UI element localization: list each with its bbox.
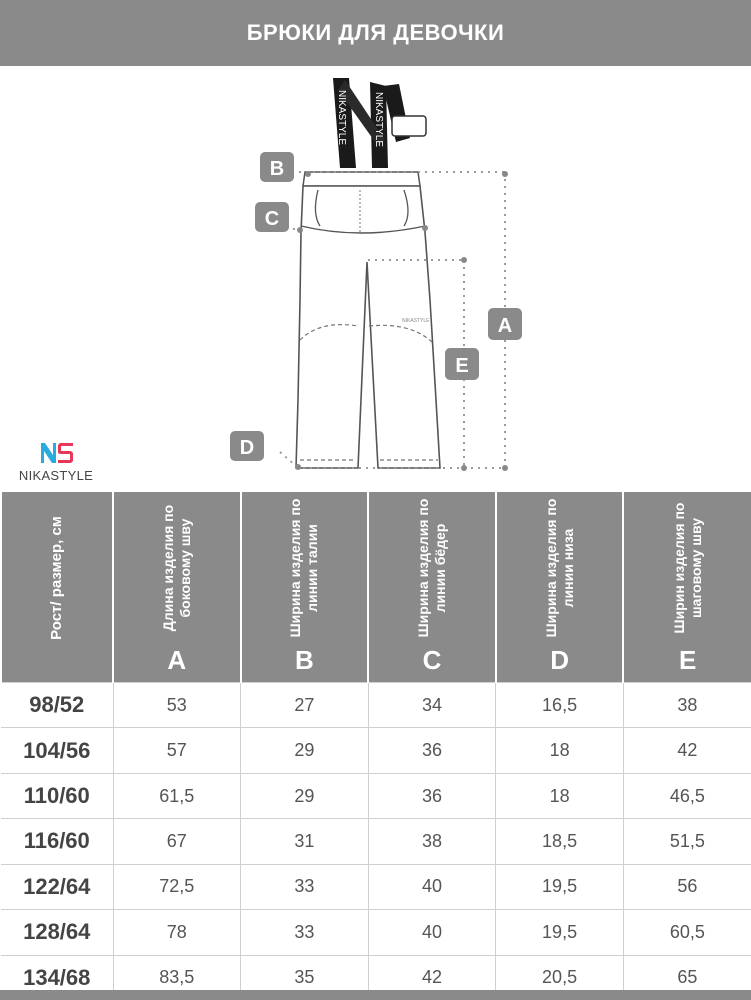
value-cell: 38 (368, 819, 496, 864)
svg-text:C: C (264, 208, 280, 230)
pants-diagram (0, 66, 751, 492)
value-cell: 33 (241, 910, 369, 955)
value-cell: 46,5 (623, 773, 751, 818)
value-cell: 72,5 (113, 864, 241, 909)
size-cell: 104/56 (1, 728, 113, 773)
value-cell: 67 (113, 819, 241, 864)
header-size-label: Рост/ размер, см (48, 516, 65, 640)
value-cell: 16,5 (496, 683, 624, 728)
footer-bar (0, 990, 751, 1000)
value-cell: 36 (368, 773, 496, 818)
size-cell: 128/64 (1, 910, 113, 955)
value-cell: 19,5 (496, 864, 624, 909)
marker-c (255, 202, 289, 232)
header-size (1, 492, 113, 683)
size-cell: 110/60 (1, 773, 113, 818)
value-cell: 18,5 (496, 819, 624, 864)
value-cell: 18 (496, 728, 624, 773)
page-title: БРЮКИ ДЛЯ ДЕВОЧКИ (246, 20, 505, 45)
brand-logo (12, 440, 100, 486)
marker-d (230, 431, 264, 461)
header-col-label: Ширина изделия по линии талии (287, 498, 321, 638)
header-col-d (496, 492, 624, 683)
value-cell: 33 (241, 864, 369, 909)
header-col-label: Ширина изделия по линии бёдер (414, 498, 448, 638)
table-row (1, 910, 751, 955)
header-col-letter: B (295, 645, 314, 675)
value-cell: 38 (623, 683, 751, 728)
value-cell: 83,5 (113, 955, 241, 1000)
value-cell: 40 (368, 864, 496, 909)
value-cell: 29 (241, 773, 369, 818)
header-col-letter: A (167, 645, 187, 675)
header-bar (0, 0, 751, 66)
header-col-c (368, 492, 496, 683)
value-cell: 42 (368, 955, 496, 1000)
header-col-label: Длина изделия по боковому шву (159, 504, 193, 632)
marker-e (445, 348, 479, 380)
value-cell: 60,5 (623, 910, 751, 955)
value-cell: 61,5 (113, 773, 241, 818)
svg-text:B: B (269, 158, 285, 180)
value-cell: 31 (241, 819, 369, 864)
value-cell: 57 (113, 728, 241, 773)
value-cell: 40 (368, 910, 496, 955)
header-col-letter: D (550, 645, 569, 675)
header-col-letter: C (422, 645, 442, 675)
size-cell: 116/60 (1, 819, 113, 864)
table-row (1, 864, 751, 909)
value-cell: 36 (368, 728, 496, 773)
pants-tag: NIKASTYLE (402, 318, 430, 324)
size-cell: 134/68 (1, 955, 113, 1000)
value-cell: 27 (241, 683, 369, 728)
logo-text: NIKASTYLE (18, 468, 94, 483)
value-cell: 29 (241, 728, 369, 773)
value-cell: 42 (623, 728, 751, 773)
header-col-letter: E (679, 645, 697, 675)
header-col-label: Ширин изделия по шаговому шву (670, 502, 704, 634)
size-table (0, 492, 751, 1000)
header-col-label: Ширина изделия по линии низа (542, 498, 576, 638)
logo-mark-icon (40, 442, 74, 464)
size-cell: 122/64 (1, 864, 113, 909)
table-row (1, 683, 751, 728)
strap-text-left: NIKASTYLE (336, 90, 347, 146)
svg-text:D: D (239, 437, 255, 459)
marker-a (488, 308, 522, 340)
table-row (1, 773, 751, 818)
svg-text:E: E (455, 355, 469, 377)
value-cell: 53 (113, 683, 241, 728)
value-cell: 19,5 (496, 910, 624, 955)
strap-text-right: NIKASTYLE (373, 92, 384, 148)
table-row (1, 819, 751, 864)
suspender-straps (333, 78, 426, 168)
value-cell: 65 (623, 955, 751, 1000)
header-col-a (113, 492, 241, 683)
value-cell: 78 (113, 910, 241, 955)
value-cell: 34 (368, 683, 496, 728)
value-cell: 56 (623, 864, 751, 909)
header-col-b (241, 492, 369, 683)
table-row (1, 728, 751, 773)
size-cell: 98/52 (1, 683, 113, 728)
value-cell: 18 (496, 773, 624, 818)
value-cell: 35 (241, 955, 369, 1000)
value-cell: 51,5 (623, 819, 751, 864)
svg-text:A: A (497, 315, 513, 337)
header-col-e (623, 492, 751, 683)
marker-b (260, 152, 294, 182)
value-cell: 20,5 (496, 955, 624, 1000)
